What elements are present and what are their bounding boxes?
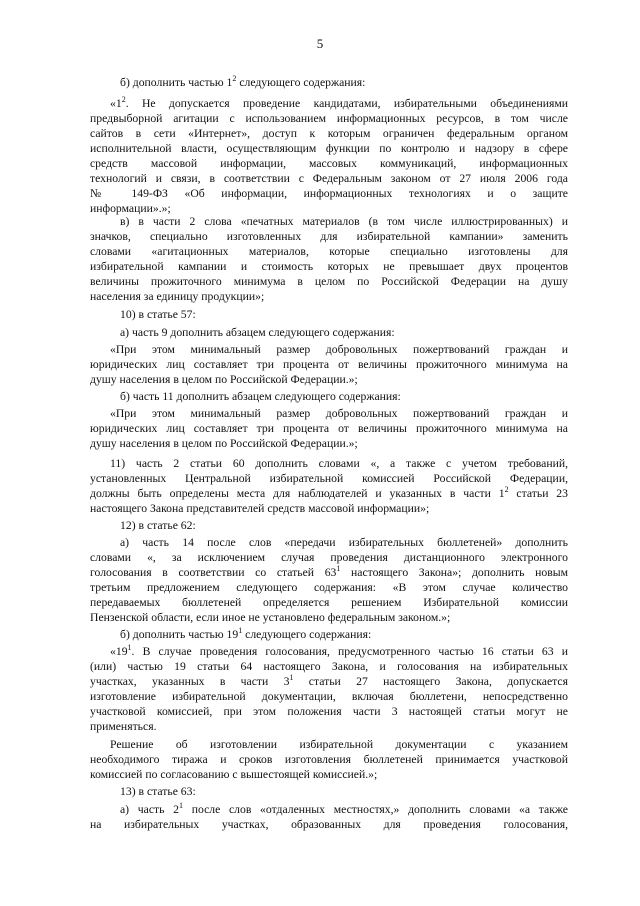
- text-segment: настоящего Закона представителей средств массовой информации»;: [90, 502, 430, 515]
- text-segment: средств массовой информации, массовых коммуникаций, информационных: [90, 157, 568, 170]
- text-segment: б) дополнить частью 19: [120, 628, 239, 641]
- text-line: [120, 627, 568, 642]
- page-number: 5: [316, 36, 324, 51]
- text-segment: применяться.: [90, 720, 157, 733]
- text-line: [110, 456, 568, 471]
- text-segment: статьи 27 настоящего Закона, допускается: [293, 675, 568, 688]
- superscript: 1: [127, 643, 132, 652]
- text-line: [90, 357, 568, 372]
- text-segment: 12) в статье 62:: [120, 519, 196, 532]
- text-segment: 10) в статье 57:: [120, 308, 196, 321]
- text-segment: б) часть 11 дополнить абзацем следующего содержания:: [120, 390, 401, 403]
- text-segment: Пензенской области, если иное не установлено федеральным законом.»;: [90, 611, 451, 624]
- text-segment: б) дополнить частью 1: [120, 76, 233, 89]
- text-segment: (или) частью 19 статьи 64 настоящего Закона, и голосования на избирательных: [90, 660, 568, 673]
- text-segment: следующего содержания:: [242, 628, 372, 641]
- text-line: [90, 501, 568, 516]
- text-line: [90, 186, 568, 201]
- text-segment: передаваемых бюллетеней определяется решением Избирательной комиссии: [90, 596, 568, 609]
- text-segment: . В случае проведения голосования, предусмотренного частью 16 статьи 63 и: [131, 645, 568, 658]
- text-segment: исполнительной власти, осуществляющим функции по контролю и надзору в сфере: [90, 142, 568, 155]
- superscript: 1: [238, 626, 243, 635]
- text-line: [120, 75, 568, 90]
- text-segment: должны быть определены места для наблюдателей и указанных в части 1: [90, 487, 505, 500]
- text-segment: «19: [110, 645, 128, 658]
- text-line: [90, 719, 568, 734]
- text-segment: избирательной кампании и стоимость которых не превышает двух процентов: [90, 260, 568, 273]
- text-segment: «При этом минимальный размер добровольных пожертвований граждан и: [110, 343, 568, 356]
- text-line: [90, 229, 568, 244]
- text-segment: голосования в соответствии со статьей 63: [90, 566, 337, 579]
- text-segment: после слов «отдаленных местностях,» дополнить словами «а также: [183, 803, 568, 816]
- text-segment: третьим предложением следующего содержания: «В этом случае количество: [90, 581, 568, 594]
- text-segment: статьи 23: [508, 487, 568, 500]
- text-line: [90, 565, 568, 580]
- text-line: [90, 659, 568, 674]
- superscript: 1: [289, 673, 294, 682]
- text-segment: Решение об изготовлении избирательной документации с указанием: [110, 738, 568, 751]
- text-line: [90, 610, 568, 625]
- text-segment: установленных Центральной избирательной комиссией Российской Федерации,: [90, 472, 568, 485]
- text-line: [90, 689, 568, 704]
- text-line: [90, 817, 568, 832]
- text-line: [110, 96, 568, 111]
- text-segment: 13) в статье 63:: [120, 785, 196, 798]
- text-line: [120, 784, 568, 799]
- superscript: 2: [504, 485, 509, 494]
- text-segment: а) часть 2: [120, 803, 179, 816]
- text-line: [90, 421, 568, 436]
- text-segment: комиссией по согласованию с вышестоящей комиссией.»;: [90, 768, 378, 781]
- text-segment: следующего содержания:: [236, 76, 366, 89]
- text-line: [110, 406, 568, 421]
- text-segment: населения за единицу продукции»;: [90, 290, 265, 303]
- text-line: [90, 289, 568, 304]
- superscript: 2: [232, 74, 237, 83]
- text-segment: участках, указанных в части 3: [90, 675, 290, 688]
- text-segment: необходимого тиража и сроков изготовления бюллетеней принимается участковой: [90, 753, 568, 766]
- text-segment: а) часть 9 дополнить абзацем следующего содержания:: [120, 326, 395, 339]
- text-line: [90, 156, 568, 171]
- text-line: [90, 274, 568, 289]
- text-line: [110, 644, 568, 659]
- text-line: [120, 535, 568, 550]
- text-line: [120, 307, 568, 322]
- text-line: [120, 389, 568, 404]
- text-line: [90, 141, 568, 156]
- text-line: [120, 325, 568, 340]
- text-line: [90, 580, 568, 595]
- text-line: [90, 171, 568, 186]
- text-line: [120, 802, 568, 817]
- text-segment: настоящего Закона»; дополнить новым: [340, 566, 569, 579]
- text-segment: на избирательных участках, образованных для проведения голосования,: [90, 818, 568, 831]
- text-segment: технологий и связи, в соответствии с Федеральным законом от 27 июля 2006 года: [90, 172, 568, 185]
- text-segment: изготовление избирательной документации, включая бюллетени, непосредственно: [90, 690, 568, 703]
- text-segment: в) в части 2 слова «печатных материалов (в том числе иллюстрированных) и: [120, 215, 568, 228]
- text-line: [90, 595, 568, 610]
- superscript: 2: [121, 95, 126, 104]
- text-line: [90, 259, 568, 274]
- text-segment: величины прожиточного минимума в целом по Российской Федерации на душу: [90, 275, 568, 288]
- text-line: [90, 126, 568, 141]
- text-segment: 11) часть 2 статьи 60 дополнить словами «, а также с учетом требований,: [110, 457, 568, 470]
- text-line: [110, 342, 568, 357]
- text-segment: . Не допускается проведение кандидатами, избирательными объединениями: [125, 97, 568, 110]
- text-line: [120, 518, 568, 533]
- text-line: [90, 244, 568, 259]
- text-segment: юридических лиц составляет три процента от величины прожиточного минимума на: [90, 358, 568, 371]
- text-segment: предвыборной агитации с использованием информационных ресурсов, в том числе: [90, 112, 568, 125]
- text-segment: словами «агитационных материалов, которые специально изготовлены для: [90, 245, 568, 258]
- text-line: [90, 550, 568, 565]
- text-segment: душу населения в целом по Российской Федерации.»;: [90, 373, 358, 386]
- superscript: 1: [179, 801, 183, 810]
- text-segment: словами «, за исключением случая проведения дистанционного электронного: [90, 551, 568, 564]
- text-segment: информации».»;: [90, 202, 171, 215]
- text-line: [90, 704, 568, 719]
- text-line: [90, 752, 568, 767]
- text-line: [90, 767, 568, 782]
- text-line: [90, 674, 568, 689]
- text-segment: «1: [110, 97, 122, 110]
- text-segment: «При этом минимальный размер добровольных пожертвований граждан и: [110, 407, 568, 420]
- text-line: [90, 436, 568, 451]
- text-line: [110, 737, 568, 752]
- text-line: [90, 486, 568, 501]
- text-segment: юридических лиц составляет три процента от величины прожиточного минимума на: [90, 422, 568, 435]
- superscript: 1: [336, 564, 341, 573]
- text-line: [90, 111, 568, 126]
- text-segment: а) часть 14 после слов «передачи избирательных бюллетеней» дополнить: [120, 536, 568, 549]
- text-line: [90, 471, 568, 486]
- text-segment: участковой комиссией, при этом положения части 3 настоящей статьи могут не: [90, 705, 568, 718]
- text-line: [90, 372, 568, 387]
- text-segment: № 149-ФЗ «Об информации, информационных технологиях и о защите: [90, 187, 568, 200]
- text-line: [120, 214, 568, 229]
- text-segment: душу населения в целом по Российской Федерации.»;: [90, 437, 358, 450]
- text-segment: значков, специально изготовленных для избирательной кампании» заменить: [90, 230, 568, 243]
- text-segment: сайтов в сети «Интернет», доступ к которым ограничен федеральным органом: [90, 127, 568, 140]
